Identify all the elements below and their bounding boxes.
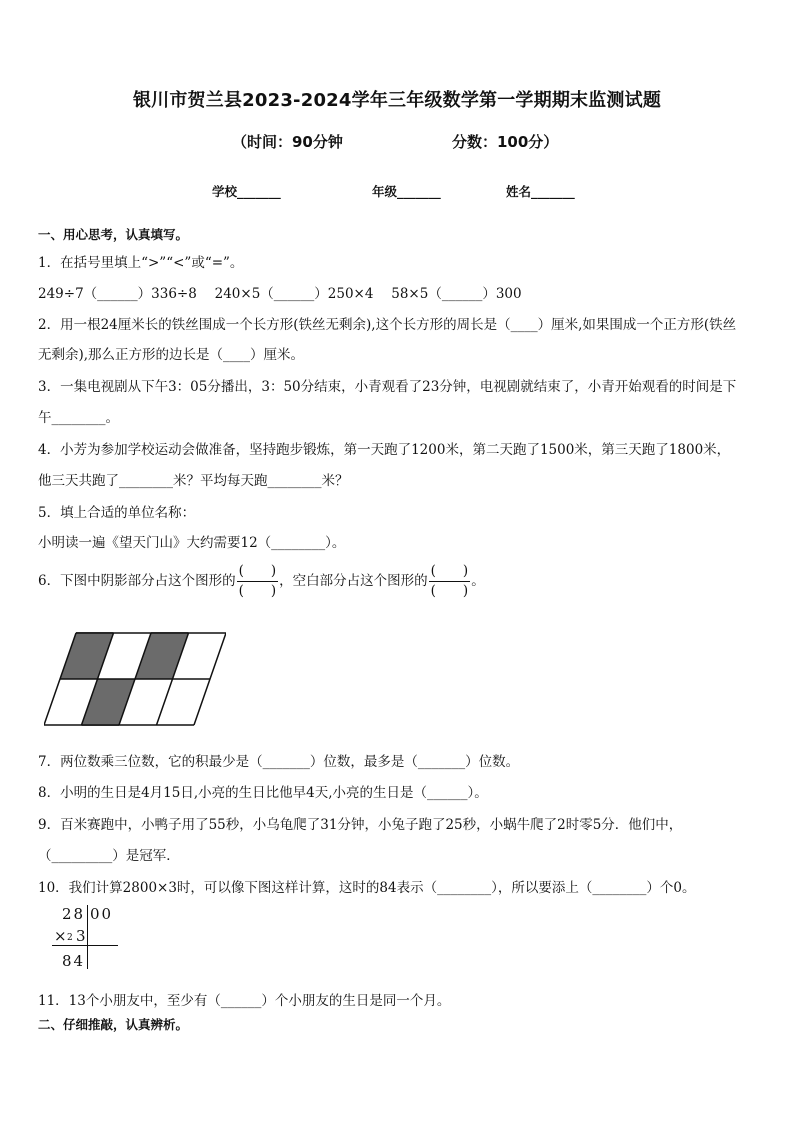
calc-row-2-digit: 3 bbox=[76, 927, 86, 945]
question-8: 8．小明的生日是4月15日,小亮的生日比他早4天,小亮的生日是（______）。 bbox=[38, 785, 488, 801]
question-6-suffix: 。 bbox=[471, 573, 485, 589]
shaded-fraction-blank[interactable]: $\frac{( )}{( )}$ bbox=[238, 563, 277, 599]
calc-rule bbox=[52, 945, 118, 946]
section-2-heading: 二、仔细推敲，认真辨析。 bbox=[38, 1017, 189, 1032]
question-2-line-2: 无剩余),那么正方形的边长是（____）厘米。 bbox=[38, 347, 305, 363]
question-3-line-2: 午________。 bbox=[38, 410, 119, 426]
grade-field[interactable]: 年级_______ bbox=[372, 184, 441, 199]
calc-result: 84 bbox=[62, 952, 86, 970]
calc-carry: 2 bbox=[67, 933, 73, 943]
question-6 bbox=[38, 562, 485, 601]
page-title: 银川市贺兰县2023-2024学年三年级数学第一学期期末监测试题 bbox=[132, 90, 662, 111]
question-10: 10．我们计算2800×3时，可以像下图这样计算，这时的84表示（________），所以要添上（________）个0。 bbox=[38, 880, 696, 896]
section-1-heading: 一、用心思考，认真填写。 bbox=[38, 227, 189, 242]
calc-row-1-digits: 28 bbox=[62, 905, 86, 923]
question-4-line-1: 4．小芳为参加学校运动会做准备，坚持跑步锻炼，第一天跑了1200米，第二天跑了1500米，第三天跑了1800米， bbox=[38, 442, 731, 458]
question-11: 11．13个小朋友中，至少有（______）个小朋友的生日是同一个月。 bbox=[38, 993, 451, 1009]
question-5-item: 小明读一遍《望天门山》大约需要12（________）。 bbox=[38, 535, 346, 551]
question-5: 5．填上合适的单位名称： bbox=[38, 505, 196, 521]
question-1-items: 249÷7（______）336÷8 240×5（______）250×4 58×5（______）300 bbox=[38, 286, 522, 302]
question-7: 7．两位数乘三位数，它的积最少是（_______）位数，最多是（_______）位数。 bbox=[38, 754, 520, 770]
name-field[interactable]: 姓名_______ bbox=[506, 184, 575, 199]
question-6-prefix: 6．下图中阴影部分占这个图形的 bbox=[38, 573, 236, 589]
exam-time: （时间：90分钟 bbox=[232, 133, 343, 151]
question-9-line-2: （_________）是冠军． bbox=[38, 848, 180, 864]
parallelogram-figure bbox=[44, 632, 226, 726]
question-6-middle: ，空白部分占这个图形的 bbox=[279, 573, 428, 589]
question-2-line-1: 2．用一根24厘米长的铁丝围成一个长方形(铁丝无剩余),这个长方形的周长是（____）厘米,如果围成一个正方形(铁丝 bbox=[38, 317, 737, 333]
calc-divider bbox=[87, 905, 88, 969]
exam-score: 分数：100分） bbox=[452, 133, 559, 151]
question-3-line-1: 3．一集电视剧从下午3：05分播出，3：50分结束，小青观看了23分钟，电视剧就结束了，小青开始观看的时间是下 bbox=[38, 379, 737, 395]
blank-fraction-blank[interactable]: $\frac{( )}{( )}$ bbox=[430, 563, 469, 599]
question-4-line-2: 他三天共跑了________米？平均每天跑________米？ bbox=[38, 473, 349, 489]
school-field[interactable]: 学校_______ bbox=[212, 184, 281, 199]
calc-times-sign: × bbox=[54, 927, 67, 945]
question-9-line-1: 9．百米赛跑中，小鸭子用了55秒，小乌龟爬了31分钟，小兔子跑了25秒，小蜗牛爬了2时零5分．他们中， bbox=[38, 817, 683, 833]
calc-row-1-zeros: 00 bbox=[90, 905, 114, 923]
question-1: 1．在括号里填上“>”“<”或“=”。 bbox=[38, 255, 244, 271]
